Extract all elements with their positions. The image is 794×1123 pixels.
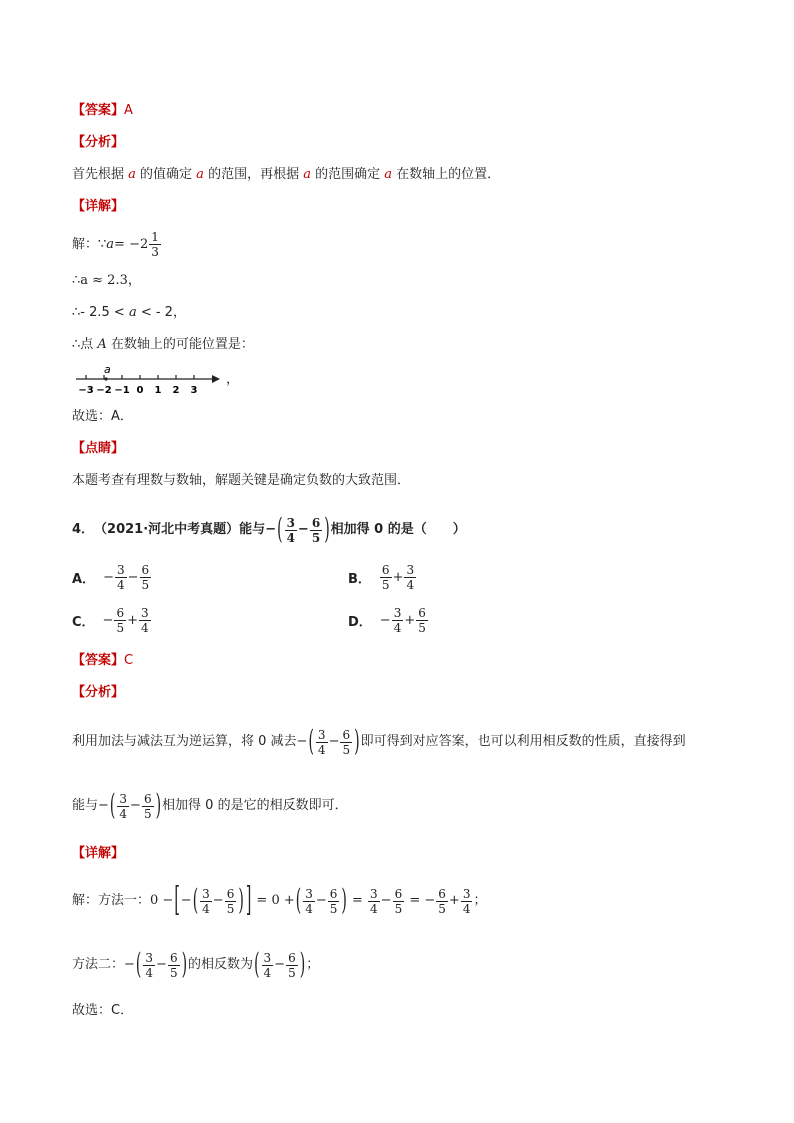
fraction-numerator: 3 [141,606,149,620]
step-text: 在数轴上的可能位置是： [106,337,254,352]
number-line-tick-label: 1 [154,385,162,396]
var-A: A [97,337,107,352]
comment-text: 本题考查有理数与数轴，解题关键是确定负数的大致范围． [72,473,411,488]
number-line-ticks [78,375,197,396]
fraction-denominator: 5 [226,901,235,916]
question-stem-end: 相加得 0 的是（ ） [330,522,466,537]
analysis-text [72,166,500,184]
fraction-denominator: 4 [145,965,154,980]
analysis-text-part: 首先根据 [72,167,129,182]
step-text: < - 2， [136,305,186,320]
fraction-denominator: 5 [116,621,125,635]
step-text: ∴点 [72,337,98,352]
fraction-numerator: 3 [263,950,272,965]
fraction-numerator: 3 [393,606,402,620]
fraction-denominator: 4 [393,621,402,635]
fraction-numerator: 3 [406,563,415,577]
choice-line-1: 故选：A． [72,409,133,424]
choice-line-2: 故选：C． [72,1003,134,1018]
answer-value: A [124,103,133,118]
fraction-denominator: 5 [418,621,426,635]
fraction-numerator: 6 [438,886,446,901]
analysis-tag: 【分析】 [72,135,125,150]
number-line-tick-label: 0 [136,385,144,396]
var-a: a [384,167,392,182]
question-number: 4． [72,522,95,537]
fraction-denominator: 4 [305,901,313,916]
analysis-text-part: 的范围，再根据 [203,167,304,182]
question-expression: − ( $\frac{3}{4}$ − $\frac{6}{5}$ ) [265,513,330,547]
fraction-denominator: 5 [141,578,150,592]
analysis-text-part: 的值确定 [135,167,197,182]
fraction-numerator: 6 [143,791,152,806]
method-2-expression: − ( $\frac{3}{4}$ − $\frac{6}{5}$ ) [124,948,188,982]
question-source: （2021·河北中考真题） [94,522,240,537]
fraction-denominator: 4 [317,742,326,757]
fraction-numerator: 6 [418,606,426,620]
option-C[interactable]: C． − $\frac{6}{5}$ + $\frac{3}{4}$ [72,606,149,635]
method-2 [72,944,319,986]
fraction-denominator: 5 [288,965,296,980]
fraction-denominator: 4 [141,621,149,635]
var-a: a [196,167,204,182]
comment-tag: 【点睛】 [72,441,125,456]
number-line-arrow [212,375,220,383]
method-2-text: 的相反数为 [188,957,254,972]
fraction-denominator: 4 [119,806,128,821]
option-label: B． [348,572,371,587]
answer-line-2 [72,652,133,670]
fraction-numerator: 6 [226,886,235,901]
answer-value: C [124,653,134,668]
expression-neg-paren: − ( $\frac{3}{4}$ − $\frac{6}{5}$ ) [296,725,360,759]
number-line-marker-point [104,377,107,380]
fraction-numerator: 6 [169,950,178,965]
question-stem: 能与 [239,522,266,537]
fraction-numerator: 6 [342,727,351,742]
analysis-line-1 [72,722,686,762]
method-1-expression: 0 − [ − ( $\frac{3}{4}$ − $\frac{6}{5}$ ) ] = 0 + ( $\frac{3}{4}$ − $\frac{6}{5}$ ) = $\frac{3}{4}$ − $\frac{6}{5}$ = − $\frac{6}{5}$ + $\frac{3}{4}$ ； [150,881,487,921]
number-line-marker-label: a [104,363,111,376]
option-D[interactable]: D． − $\frac{3}{4}$ + $\frac{6}{5}$ [348,606,426,635]
fraction-denominator: 4 [286,530,295,545]
detail-tag-2: 【详解】 [72,846,125,861]
fraction-denominator: 4 [116,578,125,592]
var-a: a [303,167,311,182]
fraction-numerator: 6 [141,563,150,577]
fraction-numerator: 3 [317,727,326,742]
fraction-denominator: 5 [381,578,390,592]
option-label: C． [72,615,95,630]
fraction-numerator: 6 [329,886,338,901]
fraction-numerator: 6 [288,950,296,965]
fraction-denominator: 4 [263,965,272,980]
fraction-numerator: 3 [286,515,295,530]
analysis-text-part: 的范围确定 [310,167,385,182]
fraction-numerator: 3 [145,950,154,965]
analysis-text: 即可得到对应答案，也可以利用相反数的性质，直接得到 [360,734,686,749]
fraction-denominator: 5 [143,806,152,821]
number-line-tick-label: 2 [172,385,180,396]
fraction-denominator: 5 [329,901,338,916]
fraction-denominator: 4 [406,578,415,592]
question-4 [72,514,466,546]
number-line-tick-label: −1 [114,385,130,396]
option-label: A． [72,572,96,587]
answer-line-1 [72,102,133,120]
fraction-numerator: 3 [116,563,125,577]
var-a: a [128,167,136,182]
number-line-svg [72,362,242,396]
analysis-text: 利用加法与减法互为逆运算，将 0 减去 [72,734,297,749]
analysis-tag-2: 【分析】 [72,685,125,700]
fraction-numerator: 6 [381,563,390,577]
fraction-denominator: 5 [394,901,403,916]
fraction-denominator: 5 [438,901,446,916]
analysis-text: 相加得 0 的是它的相反数即可． [162,798,348,813]
option-label: D． [348,615,372,630]
analysis-text: 能与 [72,798,99,813]
answer-tag: 【答案】 [72,103,125,118]
method-prefix: 解：方法一： [72,893,151,908]
detail-step-4 [72,336,254,354]
fraction-numerator: 3 [305,886,313,901]
fraction-denominator: 4 [370,901,378,916]
fraction-numerator: 1 [151,230,159,244]
fraction-numerator: 6 [394,886,403,901]
answer-tag: 【答案】 [72,653,125,668]
fraction-denominator: 3 [151,245,159,259]
number-line-tick-label: 3 [190,385,198,396]
detail-tag: 【详解】 [72,199,125,214]
fraction-numerator: 3 [462,886,471,901]
fraction-one-third [149,230,161,259]
detail-step-2: ∴a ≈ 2.3， [72,273,141,288]
step-text: ∴- 2.5 < [72,305,129,320]
var-a: a [128,305,137,320]
option-B[interactable]: B． $\frac{6}{5}$ + $\frac{3}{4}$ [348,563,415,592]
fraction-denominator: 5 [342,742,351,757]
fraction-denominator: 5 [169,965,178,980]
number-line-tick-label: −3 [78,385,94,396]
fraction-numerator: 6 [311,515,321,530]
equation-text: = −2 [114,236,149,252]
method-1 [72,880,486,922]
detail-step-3 [72,304,186,322]
analysis-line-2 [72,786,348,826]
fraction-numerator: 3 [202,886,210,901]
step-prefix: 解：∵ [72,236,107,252]
method-2-result: ( $\frac{3}{4}$ − $\frac{6}{5}$ ) ； [254,948,320,982]
analysis-text-part: 在数轴上的位置． [392,167,501,182]
number-line-tick-label: −2 [96,385,112,396]
fraction-denominator: 4 [462,901,471,916]
fraction-numerator: 3 [370,886,378,901]
number-line-comma: ， [226,372,240,387]
method-prefix: 方法二： [72,957,125,972]
fraction-denominator: 5 [311,530,321,545]
fraction-numerator: 3 [119,791,128,806]
option-A[interactable]: A． − $\frac{3}{4}$ − $\frac{6}{5}$ [72,563,150,592]
number-line [72,362,242,396]
detail-step-1 [72,230,162,259]
var-a: a [106,236,115,252]
expression-neg-paren: − ( $\frac{3}{4}$ − $\frac{6}{5}$ ) [98,789,162,823]
fraction-denominator: 4 [202,901,210,916]
fraction-numerator: 6 [116,606,125,620]
